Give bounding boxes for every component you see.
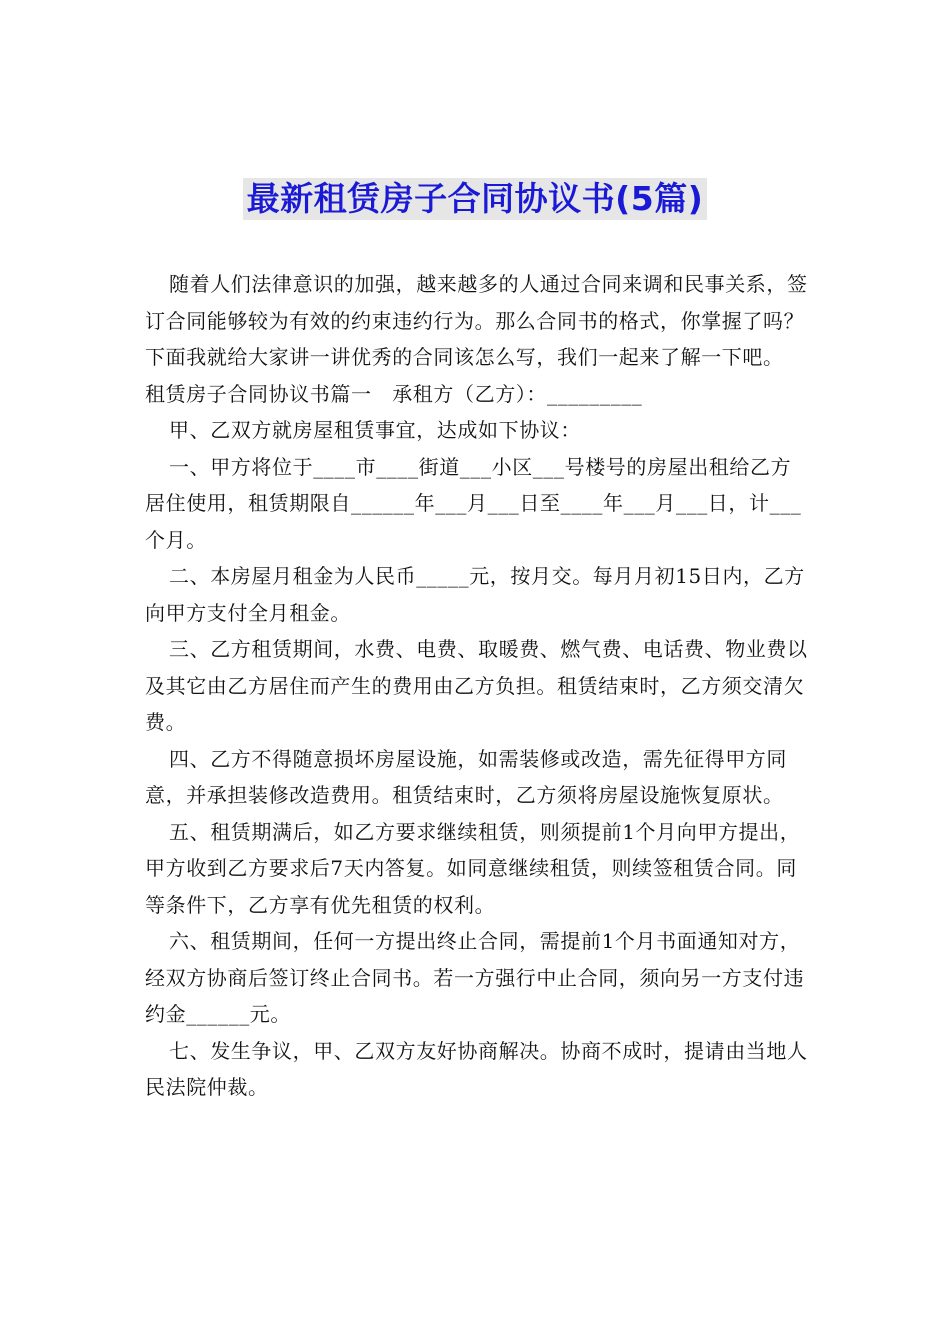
clause-7: 七、发生争议，甲、乙双方友好协商解决。协商不成时，提请由当地人民法院仲裁。 [145, 1038, 808, 1099]
agreement-intro: 甲、乙双方就房屋租赁事宜，达成如下协议： [169, 418, 581, 442]
section-heading-line: 租赁房子合同协议书篇一 承租方（乙方）：_________ [145, 381, 643, 406]
clause-6: 六、租赁期间，任何一方提出终止合同，需提前1个月书面通知对方，经双方协商后签订终止合同书。若一方强行中止合同，须向另一方支付违约金______元。 [145, 929, 805, 1026]
document-body [145, 266, 810, 1106]
document-title: 最新租赁房子合同协议书(5篇) [243, 178, 708, 220]
clause-2: 二、本房屋月租金为人民币_____元，按月交。每月月初15日内，乙方向甲方支付全月租金。 [145, 564, 805, 625]
clause-5: 五、租赁期满后，如乙方要求继续租赁，则须提前1个月向甲方提出，甲方收到乙方要求后7天内答复。如同意继续租赁，则续签租赁合同。同等条件下，乙方享有优先租赁的权利。 [145, 819, 801, 917]
intro-paragraph: 随着人们法律意识的加强，越来越多的人通过合同来调和民事关系，签订合同能够较为有效的约束违约行为。那么合同书的格式，你掌握了吗？下面我就给大家讲一讲优秀的合同该怎么写，我们一起来了解一下吧。 [145, 272, 808, 369]
clause-1: 一、甲方将位于____市____街道___小区___号楼号的房屋出租给乙方居住使用，租赁期限自______年___月___日至____年___月___日，计___个月。 [145, 454, 802, 552]
clause-4: 四、乙方不得随意损坏房屋设施，如需装修或改造，需先征得甲方同意，并承担装修改造费用。租赁结束时，乙方须将房屋设施恢复原状。 [145, 746, 787, 807]
clause-3: 三、乙方租赁期间，水费、电费、取暖费、燃气费、电话费、物业费以及其它由乙方居住而产生的费用由乙方负担。租赁结束时，乙方须交清欠费。 [145, 637, 808, 734]
title-container [0, 178, 950, 220]
